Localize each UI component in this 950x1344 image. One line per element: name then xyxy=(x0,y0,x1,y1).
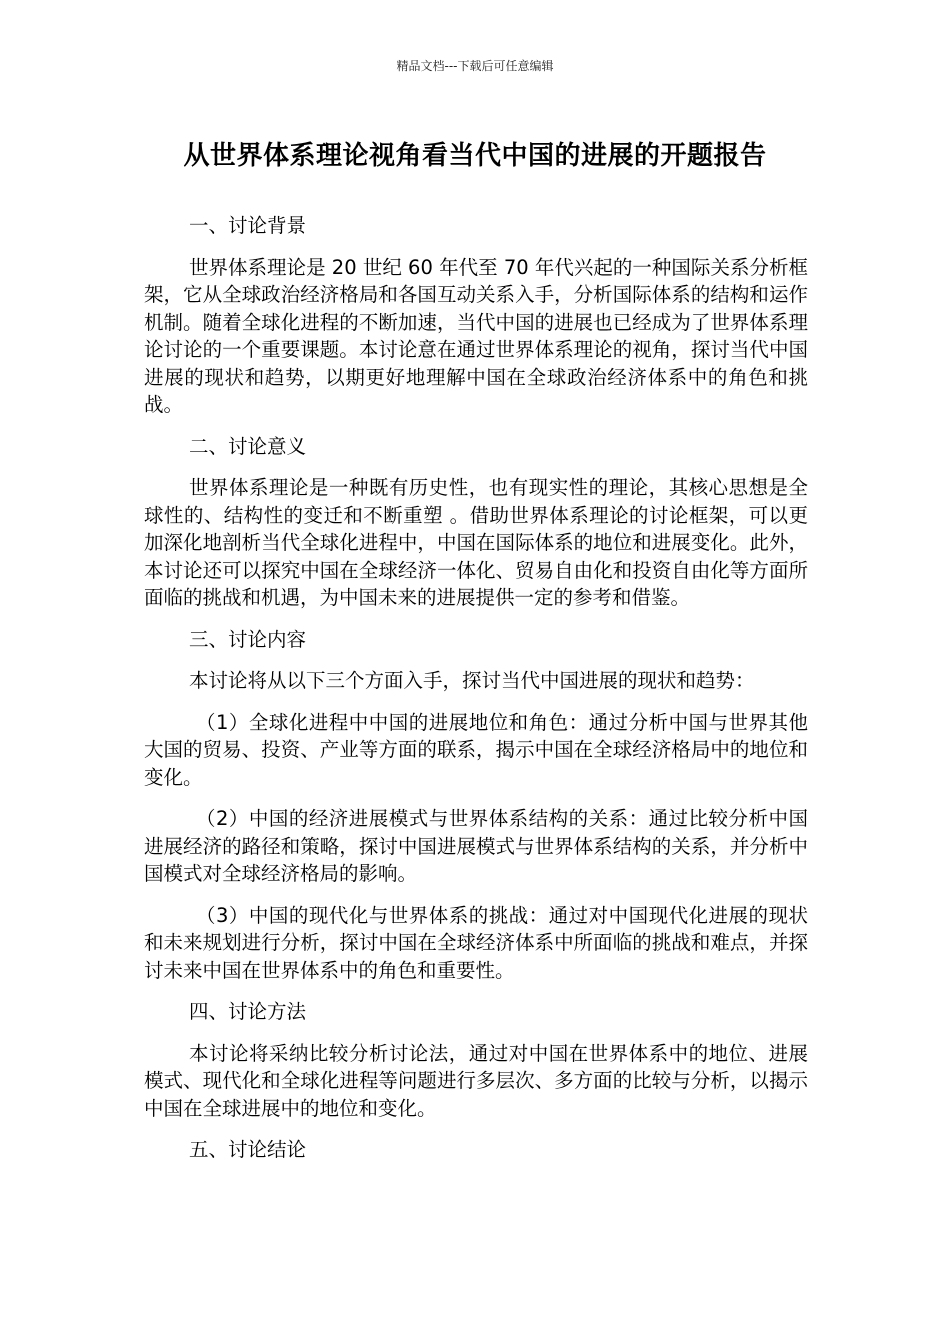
section-heading-significance: 二、讨论意义 xyxy=(189,434,307,458)
list-item-content-2: （2）中国的经济进展模式与世界体系结构的关系：通过比较分析中国进展经济的路径和策略，探讨中国进展模式与世界体系结构的关系，并分析中国模式对全球经济格局的影响。 xyxy=(144,807,808,885)
page-header: 精品文档---下载后可任意编辑 xyxy=(396,59,554,73)
paragraph-significance: 世界体系理论是一种既有历史性，也有现实性的理论，其核心思想是全球性的、结构性的变迁和不断重塑 。借助世界体系理论的讨论框架，可以更加深化地剖析当代全球化进程中，中国在国际体系的地位和进展变化。此外，本讨论还可以探究中国在全球经济一体化、贸易自由化和投资自由化等方面所面临的挑战和机遇，为中国未来的进展提供一定的参考和借鉴。 xyxy=(144,476,808,609)
paragraph-method: 本讨论将采纳比较分析讨论法，通过对中国在世界体系中的地位、进展模式、现代化和全球化进程等问题进行多层次、多方面的比较与分析，以揭示中国在全球进展中的地位和变化。 xyxy=(144,1041,808,1120)
section-heading-background: 一、讨论背景 xyxy=(189,214,307,237)
document-body xyxy=(144,212,808,1178)
document-title: 从世界体系理论视角看当代中国的进展的开题报告 xyxy=(183,141,767,171)
paragraph-background: 世界体系理论是 20 世纪 60 年代至 70 年代兴起的一种国际关系分析框架，它从全球政治经济格局和各国互动关系入手，分析国际体系的结构和运作机制。随着全球化进程的不断加速，当代中国的进展也已经成为了世界体系理论讨论的一个重要课题。本讨论意在通过世界体系理论的视角，探讨当代中国进展的现状和趋势，以期更好地理解中国在全球政治经济体系中的角色和挑战。 xyxy=(144,255,808,416)
section-heading-content: 三、讨论内容 xyxy=(189,627,307,651)
paragraph-content-intro: 本讨论将从以下三个方面入手，探讨当代中国进展的现状和趋势： xyxy=(189,669,755,692)
section-heading-method: 四、讨论方法 xyxy=(189,1000,307,1023)
list-item-content-1: （1）全球化进程中中国的进展地位和角色：通过分析中国与世界其他大国的贸易、投资、产业等方面的联系，揭示中国在全球经济格局中的地位和变化。 xyxy=(144,710,808,789)
list-item-content-3: （3）中国的现代化与世界体系的挑战：通过对中国现代化进展的现状和未来规划进行分析，探讨中国在全球经济体系中所面临的挑战和难点，并探讨未来中国在世界体系中的角色和重要性。 xyxy=(144,903,808,982)
section-heading-conclusion: 五、讨论结论 xyxy=(189,1138,307,1161)
